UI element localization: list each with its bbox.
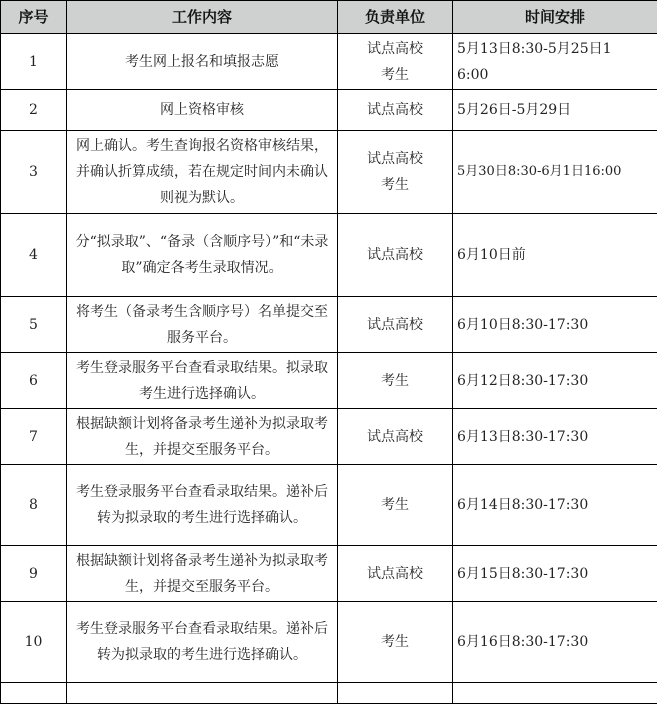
row-number: 3 <box>1 131 67 214</box>
header-unit: 负责单位 <box>338 1 453 34</box>
empty-cell <box>1 683 67 704</box>
row-unit: 考生 <box>338 465 453 546</box>
row-unit: 试点高校 <box>338 214 453 297</box>
row-unit: 试点高校考生 <box>338 34 453 90</box>
empty-cell <box>338 683 453 704</box>
table-row <box>1 34 657 90</box>
table-row <box>1 297 657 353</box>
header-time: 时间安排 <box>453 1 657 34</box>
row-time: 5月26日-5月29日 <box>453 90 657 131</box>
row-time: 5月30日8:30-6月1日16:00 <box>453 131 657 214</box>
table-row <box>1 602 657 683</box>
row-number: 8 <box>1 465 67 546</box>
table-row <box>1 409 657 465</box>
header-row <box>1 1 657 34</box>
row-number: 7 <box>1 409 67 465</box>
row-number: 2 <box>1 90 67 131</box>
row-number: 10 <box>1 602 67 683</box>
row-task: 考生登录服务平台查看录取结果。递补后转为拟录取的考生进行选择确认。 <box>67 465 338 546</box>
row-number: 6 <box>1 353 67 409</box>
row-number: 9 <box>1 546 67 602</box>
row-task: 将考生（备录考生含顺序号）名单提交至服务平台。 <box>67 297 338 353</box>
row-time: 6月12日8:30-17:30 <box>453 353 657 409</box>
row-unit: 考生 <box>338 602 453 683</box>
row-unit: 试点高校 <box>338 297 453 353</box>
row-task: 网上资格审核 <box>67 90 338 131</box>
row-time: 6月10日前 <box>453 214 657 297</box>
row-time: 6月15日8:30-17:30 <box>453 546 657 602</box>
header-number: 序号 <box>1 1 67 34</box>
row-time: 6月10日8:30-17:30 <box>453 297 657 353</box>
row-unit: 试点高校 <box>338 546 453 602</box>
row-task: 根据缺额计划将备录考生递补为拟录取考生，并提交至服务平台。 <box>67 546 338 602</box>
row-task: 考生登录服务平台查看录取结果。拟录取考生进行选择确认。 <box>67 353 338 409</box>
row-time: 6月16日8:30-17:30 <box>453 602 657 683</box>
empty-cell <box>67 683 338 704</box>
row-task: 考生网上报名和填报志愿 <box>67 34 338 90</box>
row-time: 5月13日8:30-5月25日16:00 <box>453 34 657 90</box>
row-task: 根据缺额计划将备录考生递补为拟录取考生，并提交至服务平台。 <box>67 409 338 465</box>
row-unit: 试点高校 <box>338 409 453 465</box>
row-time: 6月13日8:30-17:30 <box>453 409 657 465</box>
table-row <box>1 353 657 409</box>
empty-cell <box>453 683 657 704</box>
row-time: 6月14日8:30-17:30 <box>453 465 657 546</box>
table-row-partial <box>1 683 657 704</box>
table-row <box>1 90 657 131</box>
row-number: 5 <box>1 297 67 353</box>
row-unit: 试点高校考生 <box>338 131 453 214</box>
table-row <box>1 546 657 602</box>
row-number: 1 <box>1 34 67 90</box>
row-task: 网上确认。考生查询报名资格审核结果，并确认折算成绩，若在规定时间内未确认则视为默认。 <box>67 131 338 214</box>
row-task: 分“拟录取”、“备录（含顺序号）”和“未录取”确定各考生录取情况。 <box>67 214 338 297</box>
table-row <box>1 465 657 546</box>
row-number: 4 <box>1 214 67 297</box>
row-unit: 试点高校 <box>338 90 453 131</box>
header-task: 工作内容 <box>67 1 338 34</box>
table-row <box>1 131 657 214</box>
row-unit: 考生 <box>338 353 453 409</box>
table-row <box>1 214 657 297</box>
row-task: 考生登录服务平台查看录取结果。递补后转为拟录取的考生进行选择确认。 <box>67 602 338 683</box>
